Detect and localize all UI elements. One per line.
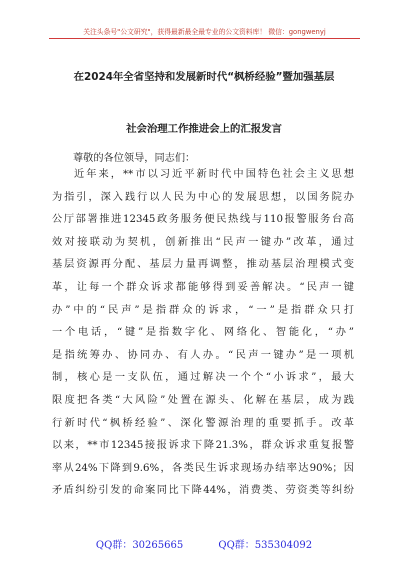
body-line: 率从24%下降到9.6%，各类民生诉求现场办结率达90%；因	[52, 462, 354, 474]
footer-qq-group-2: QQ群：535304092	[218, 540, 313, 551]
footer-qq-group-1: QQ群：30265665	[95, 540, 184, 551]
body-line: 公厅部署推进12345政务服务便民热线与110报警服务台高	[52, 214, 354, 226]
salutation: 尊敬的各位领导，同志们：	[73, 153, 196, 164]
body-paragraph	[52, 164, 354, 503]
document-title-line-1: 在2024年全省坚持和发展新时代“枫桥经验”暨加强基层	[73, 71, 335, 83]
body-line: 矛盾纠纷引发的命案同比下降44%，消费类、劳资类等纠纷	[52, 485, 354, 497]
body-line: 是指统筹办、协同办、有人办。“民声一键办”是一项机	[52, 349, 354, 361]
body-line: 办”中的“民声”是指群众的诉求，“一”是指群众只打	[52, 304, 354, 316]
body-line: 近年来，**市以习近平新时代中国特色社会主义思想	[74, 169, 354, 180]
body-line: 为指引，深入践行以人民为中心的发展思想，以国务院办	[52, 191, 354, 203]
footer	[0, 536, 408, 551]
body-line: 基层资源再分配、基层力量再调整，推动基层治理模式变	[52, 259, 354, 271]
body-line: 限度把各类“大风险”处置在源头、化解在基层，成为践	[52, 394, 354, 406]
header-banner: 关注头条号"公文研究"，获得最新最全最专业的公文资料库！ 微信：gongwenyj	[49, 26, 360, 39]
body-line: 一个电话，“键”是指数字化、网络化、智能化，“办”	[52, 327, 354, 339]
document-title-line-2: 社会治理工作推进会上的汇报发言	[126, 123, 282, 135]
body-line: 制，核心是一支队伍，通过解决一个个“小诉求”，最大	[52, 372, 354, 384]
body-line: 以来，**市12345接报诉求下降21.3%，群众诉求重复报警	[52, 440, 354, 452]
body-line: 行新时代“枫桥经验”、深化警源治理的重要抓手。改革	[52, 417, 354, 429]
body-line: 效对接联动为契机，创新推出“民声一键办”改革，通过	[52, 236, 354, 248]
body-line: 革，让每一个群众诉求都能够得到妥善解决。“民声一键	[52, 281, 354, 293]
